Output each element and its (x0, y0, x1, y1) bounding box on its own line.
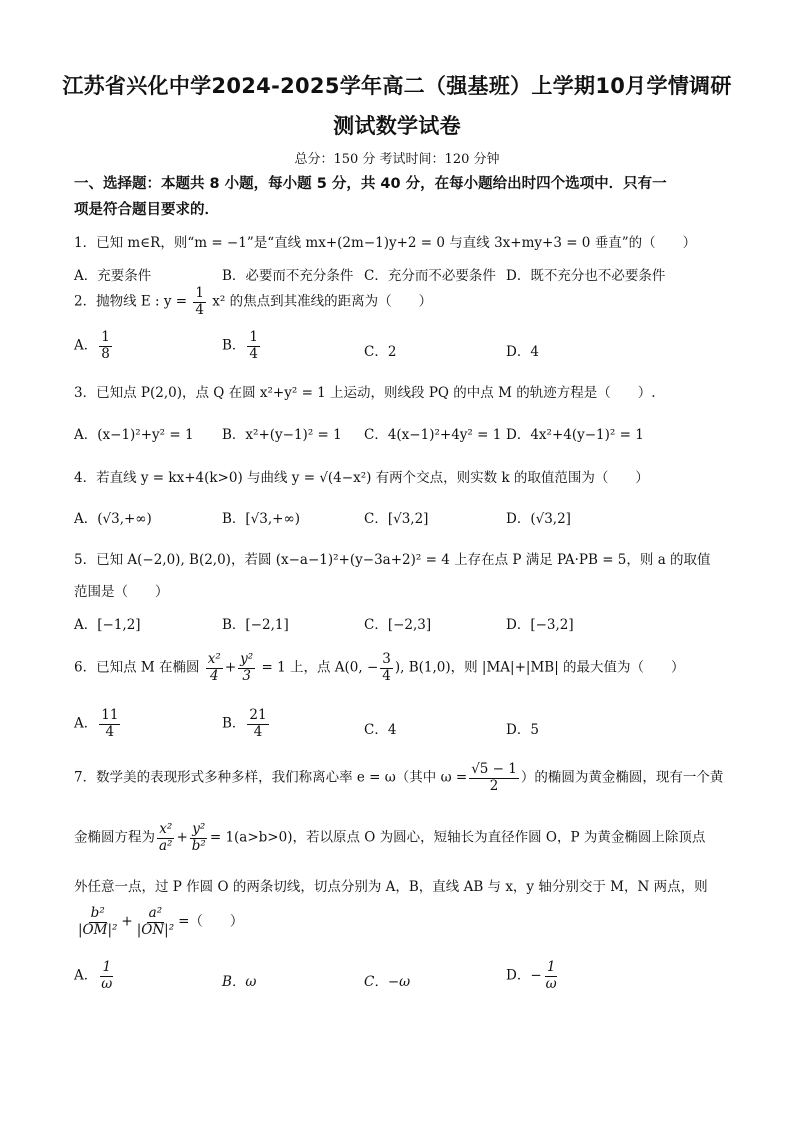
question-7-option-c: C．−ω (364, 974, 411, 990)
question-3-option-b: B．x²+(y−1)² = 1 (222, 427, 342, 443)
question-4-option-a: A．(√3,+∞) (74, 511, 152, 527)
question-7-stem-line1: 7．数学美的表现形式多种多样，我们称离心率 e = ω（其中 ω = $\frac{√5 - 1}{2}$ ）的椭圆为黄金椭圆，现有一个黄 (74, 761, 724, 794)
question-6-option-a: A． $\frac{11}{4}$ (74, 707, 119, 740)
question-7-stem-line4: $\frac{\text{b²}}{\text{|OM|²}}$ + $\frac{\text{a²}}{\text{|ON|²}}$ =（ ） (78, 905, 244, 938)
section-heading-line2: 项是符合题目要求的． (74, 202, 219, 218)
question-1-option-c: C．充分而不必要条件 (364, 268, 496, 284)
question-5-option-c: C．[−2,3] (364, 617, 432, 633)
question-3-stem: 3．已知点 P(2,0)，点 Q 在圆 x²+y² = 1 上运动，则线段 PQ 的中点 M 的轨迹方程是（ ）. (74, 385, 656, 401)
question-5-option-a: A．[−1,2] (74, 617, 141, 633)
question-7-stem-line2: 金椭圆方程为 $\frac{\text{x²}}{\text{a²}}$ + $\frac{\text{y²}}{\text{b²}}$ = 1(a>b>0)，若以原点 O 为圆心，短轴长为直径作圆 O，P 为黄金椭圆上除顶点 (74, 821, 706, 854)
question-4-option-b: B．[√3,+∞) (222, 511, 300, 527)
question-5-option-b: B．[−2,1] (222, 617, 289, 633)
question-4-stem: 4．若直线 y = kx+4(k>0) 与曲线 y = √(4−x²) 有两个交点，则实数 k 的取值范围为（ ） (74, 470, 649, 486)
question-3-option-d: D．4x²+4(y−1)² = 1 (506, 427, 644, 443)
question-1-option-a: A．充要条件 (74, 268, 152, 284)
question-5-option-d: D．[−3,2] (506, 617, 574, 633)
question-2-option-a: A． $\frac{1}{8}$ (74, 329, 110, 362)
question-2-stem: 2．抛物线 E : y = $\frac{1}{4}$ x² 的焦点到其准线的距离为（ ） (74, 285, 433, 318)
section-heading-line1: 一、选择题：本题共 8 小题，每小题 5 分，共 40 分，在每小题给出时四个选项中．只有一 (74, 176, 667, 192)
question-3-option-a: A．(x−1)²+y² = 1 (74, 427, 194, 443)
question-4-option-d: D．(√3,2] (506, 511, 571, 527)
question-2-option-d: D．4 (506, 344, 539, 360)
exam-title-line1: 江苏省兴化中学2024-2025学年高二（强基班）上学期10月学情调研 (62, 74, 732, 98)
question-7-option-b: B．ω (222, 974, 257, 990)
question-1-option-d: D．既不充分也不必要条件 (506, 268, 666, 284)
question-6-stem: 6．已知点 M 在椭圆 $\frac{\text{x²}}{4}$ + $\frac{\text{y²}}{3}$ = 1 上，点 A(0, − $\frac{3}{4}$ ), B(1,0)，则 |MA|+|MB| 的最大值为（ ） (74, 651, 685, 684)
question-3-option-c: C．4(x−1)²+4y² = 1 (364, 427, 502, 443)
question-7-option-d: D．− $\frac{1}{\omega}$ (506, 959, 557, 992)
question-1-stem: 1．已知 m∈R，则“m = −1”是“直线 mx+(2m−1)y+2 = 0 与直线 3x+my+3 = 0 垂直”的（ ） (74, 235, 697, 251)
exam-meta: 总分：150 分 考试时间：120 分钟 (294, 152, 500, 167)
question-2-option-b: B． $\frac{1}{4}$ (222, 329, 259, 362)
question-6-option-b: B． $\frac{21}{4}$ (222, 707, 267, 740)
question-7-option-a: A． $\frac{1}{\omega}$ (74, 959, 113, 992)
exam-title-line2: 测试数学试卷 (333, 114, 461, 138)
question-2-option-c: C．2 (364, 344, 397, 360)
question-4-option-c: C．[√3,2] (364, 511, 429, 527)
question-5-stem-line2: 范围是（ ） (74, 584, 169, 600)
question-7-stem-line3: 外任意一点，过 P 作圆 O 的两条切线，切点分别为 A，B，直线 AB 与 x，y 轴分别交于 M，N 两点，则 (74, 879, 708, 895)
question-6-option-d: D．5 (506, 722, 539, 738)
question-5-stem-line1: 5．已知 A(−2,0), B(2,0)，若圆 (x−a−1)²+(y−3a+2)² = 4 上存在点 P 满足 PA·PB = 5，则 a 的取值 (74, 552, 711, 568)
question-6-option-c: C．4 (364, 722, 397, 738)
question-1-option-b: B．必要而不充分条件 (222, 268, 354, 284)
